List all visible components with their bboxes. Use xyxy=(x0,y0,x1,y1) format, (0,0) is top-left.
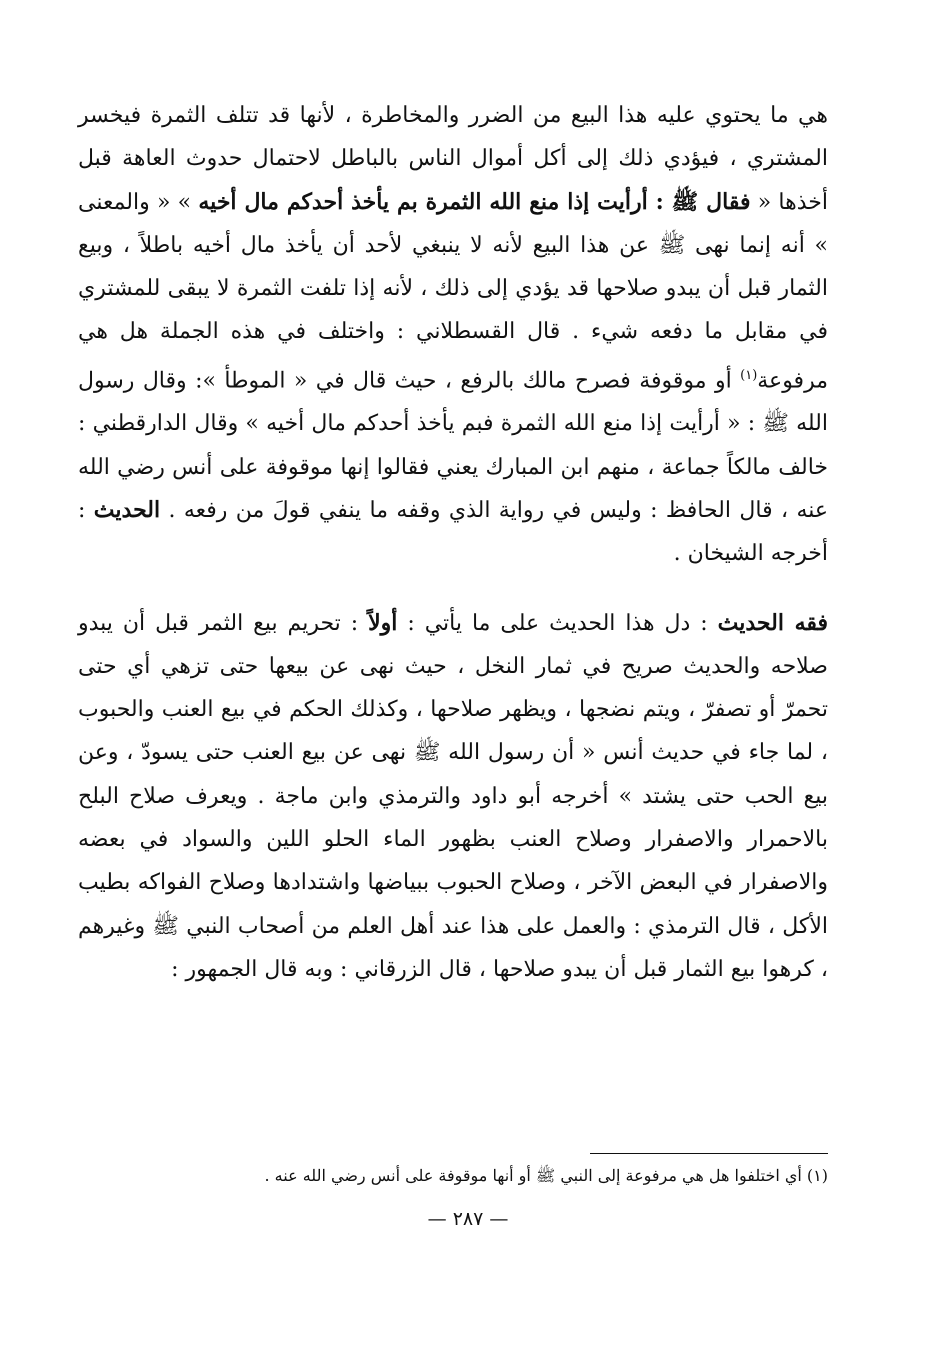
text-run: أو موقوفة فصرح مالك بالرفع ، حيث قال في « الموطأ »: وقال رسول الله ﷺ : « أرأيت إذا منع الله الثمرة فبم يأخذ أحدكم مال أخيه » وقال الدارقطني : خالف مالكاً جماعة ، منهم ابن المبارك يعني فقالوا إنها موقوفة على أنس رضي الله عنه ، قال الحافظ : وليس في رواية الذي وقفه ما ينفي قولَ من رفعه . xyxy=(78,368,829,523)
bold-term-hadith: الحديث xyxy=(93,497,161,523)
footnote: (١) أي اختلفوا هل هي مرفوعة إلى النبي ﷺ أو أنها موقوفة على أنس رضي الله عنه . xyxy=(264,1166,828,1185)
text-run: هي ما يحتوي عليه هذا البيع من الضرر والمخاطرة ، لأنها قد تتلف الثمرة فيخسر المشتري ، فيؤدي ذلك إلى أكل أموال الناس بالباطل لاحتمال حدوث العاهة قبل أخذها « xyxy=(78,103,828,215)
text-run: : دل هذا الحديث على ما يأتي : xyxy=(397,610,718,636)
text-run: » « والمعنى » أنه إنما نهى ﷺ عن هذا البيع لأنه لا ينبغي لأحد أن يأخذ مال أخيه باطلاً ، وبيع الثمار قبل أن يبدو صلاحها قد يؤدي إلى ذلك ، لأنه إذا تلفت الثمرة لا يبقى للمشتري في مقابل ما دفعه شيء . قال القسطلاني : واختلف في هذه الجملة هل هي مرفوعة xyxy=(78,189,828,394)
paragraph-1 xyxy=(78,94,828,576)
main-text xyxy=(78,94,828,991)
page-number: — ٢٨٧ — xyxy=(427,1208,509,1230)
hadith-quote: فقال ﷺ : أرأيت إذا منع الله الثمرة بم يأخذ أحدكم مال أخيه xyxy=(198,188,751,215)
footnote-separator xyxy=(590,1153,828,1154)
paragraph-2 xyxy=(78,602,828,992)
text-run: : تحريم بيع الثمر قبل أن يبدو صلاحه والحديث صريح في ثمار النخل ، حيث نهى عن بيعها حتى تزهي أي حتى تحمرّ أو تصفرّ ، ويتم نضجها ، ويظهر صلاحها ، وكذلك الحكم في بيع العنب والحبوب ، لما جاء في حديث أنس « أن رسول الله ﷺ نهى عن بيع العنب حتى يسودّ ، وعن بيع الحب حتى يشتد » أخرجه أبو داود والترمذي وابن ماجة . ويعرف صلاح البلح بالاحمرار والاصفرار وصلاح العنب بظهور الماء الحلو اللين والسواد في بعضه والاصفرار في البعض الآخر ، وصلاح الحبوب ببياضها واشتدادها وصلاح الفواكه بطيب الأكل ، قال الترمذي : والعمل على هذا عند أهل العلم من أصحاب النبي ﷺ وغيرهم ، كرهوا بيع الثمار قبل أن يبدو صلاحها ، قال الزرقاني : وبه قال الجمهور : xyxy=(78,610,828,982)
text-run: : أخرجه الشيخان . xyxy=(78,498,828,567)
bold-term-first: أولاً xyxy=(368,609,398,636)
section-heading-fiqh: فقه الحديث xyxy=(717,609,829,636)
footnote-ref[interactable]: (١) xyxy=(740,367,758,383)
